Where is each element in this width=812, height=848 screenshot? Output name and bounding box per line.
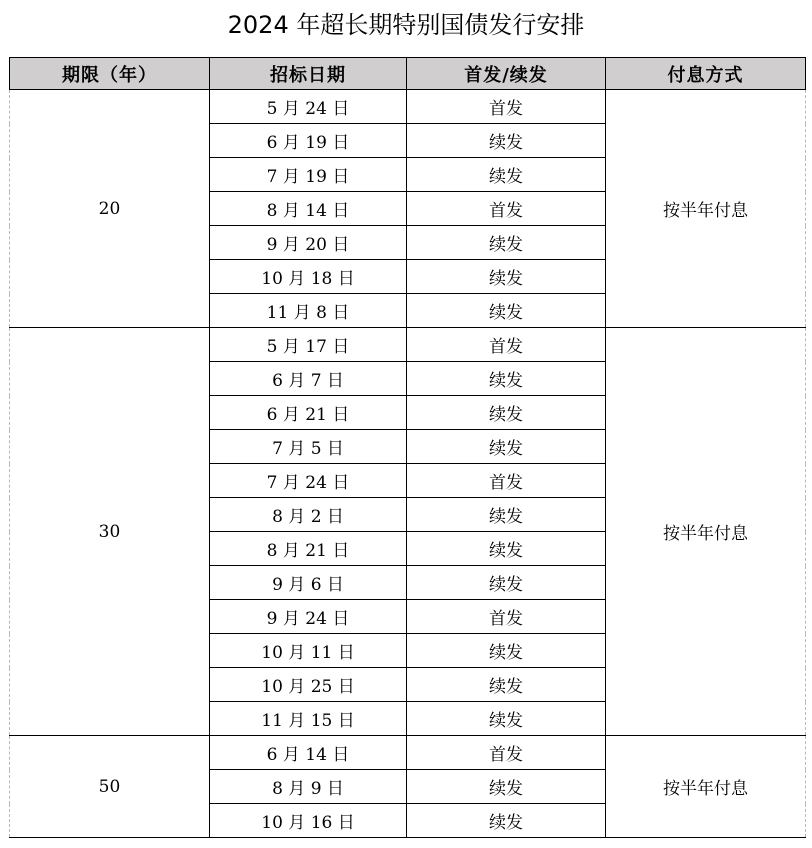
tenor-cell: 50	[10, 736, 210, 838]
auction-date-cell: 9 月 6 日	[210, 566, 407, 600]
issue-type-cell: 续发	[407, 396, 606, 430]
auction-date-cell: 10 月 16 日	[210, 804, 407, 838]
table-header-row	[10, 58, 806, 90]
auction-date-cell: 11 月 15 日	[210, 702, 407, 736]
auction-date-cell: 8 月 21 日	[210, 532, 407, 566]
issue-type-cell: 续发	[407, 702, 606, 736]
auction-date-cell: 8 月 14 日	[210, 192, 407, 226]
payment-method-cell: 按半年付息	[606, 90, 806, 328]
issue-type-cell: 首发	[407, 600, 606, 634]
auction-date-cell: 6 月 19 日	[210, 124, 407, 158]
auction-date-cell: 10 月 25 日	[210, 668, 407, 702]
auction-date-cell: 9 月 20 日	[210, 226, 407, 260]
issue-type-cell: 首发	[407, 90, 606, 124]
tenor-cell: 20	[10, 90, 210, 328]
issue-type-cell: 首发	[407, 328, 606, 362]
header-tenor: 期限（年）	[10, 58, 210, 90]
auction-date-cell: 6 月 21 日	[210, 396, 407, 430]
auction-date-cell: 10 月 11 日	[210, 634, 407, 668]
header-issue-type: 首发/续发	[407, 58, 606, 90]
issue-type-cell: 续发	[407, 430, 606, 464]
auction-date-cell: 10 月 18 日	[210, 260, 407, 294]
table-row	[10, 90, 806, 124]
payment-method-cell: 按半年付息	[606, 736, 806, 838]
auction-date-cell: 6 月 7 日	[210, 362, 407, 396]
page-title: 2024 年超长期特别国债发行安排	[227, 11, 585, 39]
issue-type-cell: 续发	[407, 124, 606, 158]
issue-type-cell: 续发	[407, 260, 606, 294]
table-row	[10, 736, 806, 770]
auction-date-cell: 7 月 19 日	[210, 158, 407, 192]
issue-type-cell: 首发	[407, 464, 606, 498]
header-payment-method: 付息方式	[606, 58, 806, 90]
issuance-schedule-table	[9, 57, 806, 838]
tenor-cell: 30	[10, 328, 210, 736]
auction-date-cell: 6 月 14 日	[210, 736, 407, 770]
table-body	[10, 90, 806, 838]
issue-type-cell: 首发	[407, 192, 606, 226]
auction-date-cell: 8 月 9 日	[210, 770, 407, 804]
payment-method-cell: 按半年付息	[606, 328, 806, 736]
header-auction-date: 招标日期	[210, 58, 407, 90]
table-row	[10, 328, 806, 362]
auction-date-cell: 8 月 2 日	[210, 498, 407, 532]
auction-date-cell: 7 月 24 日	[210, 464, 407, 498]
auction-date-cell: 5 月 17 日	[210, 328, 407, 362]
auction-date-cell: 7 月 5 日	[210, 430, 407, 464]
issue-type-cell: 续发	[407, 566, 606, 600]
auction-date-cell: 9 月 24 日	[210, 600, 407, 634]
issue-type-cell: 首发	[407, 736, 606, 770]
issue-type-cell: 续发	[407, 804, 606, 838]
issue-type-cell: 续发	[407, 532, 606, 566]
issue-type-cell: 续发	[407, 668, 606, 702]
auction-date-cell: 5 月 24 日	[210, 90, 407, 124]
issue-type-cell: 续发	[407, 158, 606, 192]
issue-type-cell: 续发	[407, 226, 606, 260]
issue-type-cell: 续发	[407, 634, 606, 668]
issue-type-cell: 续发	[407, 770, 606, 804]
auction-date-cell: 11 月 8 日	[210, 294, 407, 328]
issue-type-cell: 续发	[407, 294, 606, 328]
issue-type-cell: 续发	[407, 498, 606, 532]
issue-type-cell: 续发	[407, 362, 606, 396]
